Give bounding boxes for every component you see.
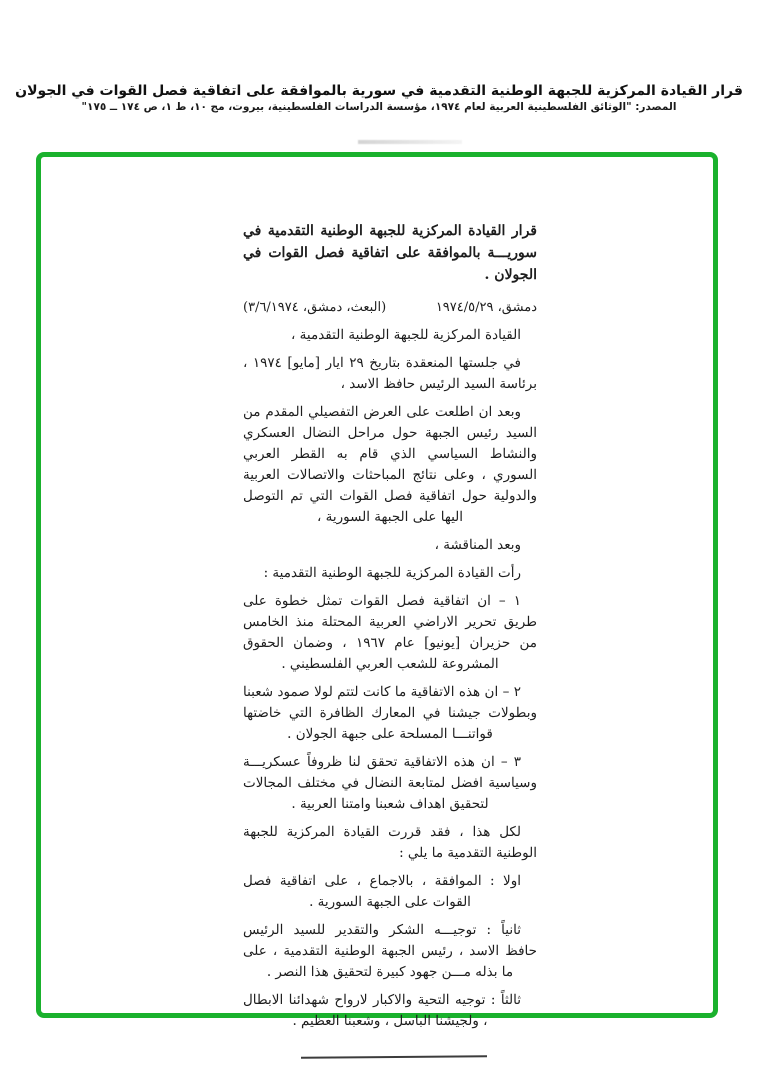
document-paragraph: ثانياً : توجيـــه الشكر والتقدير للسيد الرئيس حافظ الاسد ، رئيس الجبهة الوطنية التقدمية ، على ما بذله مـــن جهود كبيرة لتحقيق هذا النصر .: [243, 922, 537, 980]
document-paragraph: في جلستها المنعقدة بتاريخ ٢٩ ايار [مايو] ١٩٧٤ ، برئاسة السيد الرئيس حافظ الاسد ،: [243, 355, 537, 392]
scan-artifact: [358, 140, 462, 144]
document-dateline: [243, 297, 537, 318]
document-heading: قرار القيادة المركزية للجبهة الوطنية التقدمية في سوريـــة بالموافقة على اتفاقية فصل القوات في الجولان .: [243, 223, 537, 283]
document-paragraph: ٣ – ان هذه الاتفاقية تحقق لنا ظروفاً عسكريـــة وسياسية افضل لمتابعة النضال في مختلف المجالات لتحقيق اهداف شعبنا وامتنا العربية .: [243, 754, 537, 812]
document-paragraph: رأت القيادة المركزية للجبهة الوطنية التقدمية :: [263, 565, 521, 581]
document-paragraph: ٢ – ان هذه الاتفاقية ما كانت لتتم لولا صمود شعبنا وبطولات جيشنا في المعارك الظافرة التي خاضتها قواتنـــا المسلحة على جبهة الجولان .: [243, 684, 537, 742]
document-scan: [243, 220, 537, 1058]
dateline-publication: (البعث، دمشق، ٣/٦/١٩٧٤): [243, 300, 387, 315]
page-title: قرار القيادة المركزية للجبهة الوطنية التقدمية في سورية بالموافقة على اتفاقية فصل القوات في الجولان: [15, 83, 743, 100]
document-paragraph: القيادة المركزية للجبهة الوطنية التقدمية ،: [291, 327, 521, 343]
dateline-place-date: دمشق، ١٩٧٤/٥/٢٩: [435, 300, 537, 315]
document-paragraph: لكل هذا ، فقد قررت القيادة المركزية للجبهة الوطنية التقدمية ما يلي :: [243, 824, 537, 861]
document-paragraph: وبعد المناقشة ،: [434, 537, 521, 553]
document-paragraph: ثالثاً : توجيه التحية والاكبار لارواح شهدائنا الابطال ، ولجيشنا الباسل ، وشعبنا العظيم .: [243, 992, 521, 1029]
document-paragraph: وبعد ان اطلعت على العرض التفصيلي المقدم من السيد رئيس الجبهة حول مراحل النضال العسكري والنشاط السياسي الذي قام به القطر العربي السوري ، وعلى نتائج المباحثات والاتصالات العربية والدولية حول اتفاقية فصل القوات التي تم التوصل اليها على الجبهة السورية ،: [243, 404, 537, 525]
document-body: [243, 325, 537, 1032]
page-source-citation: المصدر: "الوثائق الفلسطينية العربية لعام ١٩٧٤، مؤسسة الدراسات الفلسطينية، بيروت، مج ١٠، ط ١، ص ١٧٤ ــ ١٧٥": [81, 101, 677, 113]
end-rule: [301, 1055, 487, 1059]
document-paragraph: اولا : الموافقة ، بالاجماع ، على اتفاقية فصل القوات على الجبهة السورية .: [243, 873, 521, 910]
document-paragraph: ١ – ان اتفاقية فصل القوات تمثل خطوة على طريق تحرير الاراضي العربية المحتلة منذ الخامس من حزيران [يونيو] عام ١٩٦٧ ، وضمان الحقوق المشروعة للشعب العربي الفلسطيني .: [243, 593, 537, 672]
